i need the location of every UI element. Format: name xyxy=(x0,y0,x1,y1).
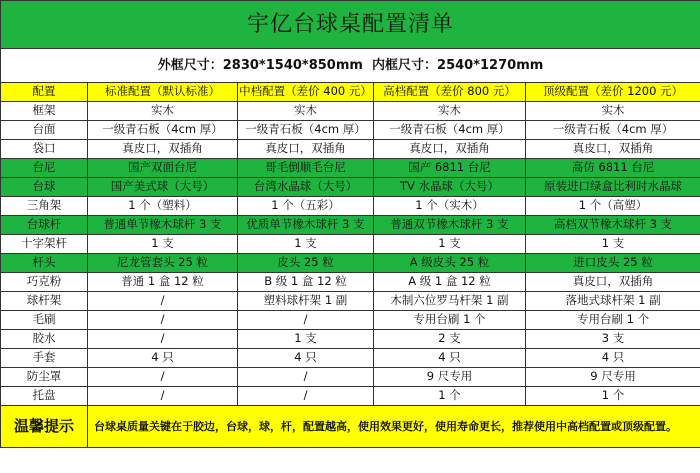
table-cell: / xyxy=(238,368,374,387)
table-cell: 1 个 xyxy=(374,387,526,406)
table-cell: 实木 xyxy=(526,102,700,121)
table-cell: 1 个（塑料） xyxy=(88,197,238,216)
header-cell: 标准配置（默认标准） xyxy=(88,83,238,102)
table-cell: 台湾水晶球（大号） xyxy=(238,178,374,197)
table-cell: 1 支 xyxy=(238,235,374,254)
table-cell: 真皮口，双插角 xyxy=(526,140,700,159)
table-row xyxy=(1,254,700,273)
header-cell: 中档配置（差价 400 元） xyxy=(238,83,374,102)
outer-size-label: 外框尺寸： xyxy=(157,58,223,73)
table-cell: B 级 1 盒 12 粒 xyxy=(238,273,374,292)
table-cell: 专用台刷 1 个 xyxy=(526,311,700,330)
table-cell: 一级青石板（4cm 厚） xyxy=(526,121,700,140)
table-cell: 9 尺专用 xyxy=(526,368,700,387)
table-cell: 国产双面台尼 xyxy=(88,159,238,178)
row-label: 台球杆 xyxy=(1,216,88,235)
row-label: 球杆架 xyxy=(1,292,88,311)
table-row xyxy=(1,178,700,197)
table-cell: A 级 1 盒 12 粒 xyxy=(374,273,526,292)
table-row xyxy=(1,368,700,387)
table-row xyxy=(1,159,700,178)
table-cell: 进口皮头 25 粒 xyxy=(526,254,700,273)
table-cell: A 级皮头 25 粒 xyxy=(374,254,526,273)
table-cell: 2 支 xyxy=(374,330,526,349)
table-cell: / xyxy=(88,387,238,406)
table-cell: 国产 6811 台尼 xyxy=(374,159,526,178)
table-cell: 实木 xyxy=(88,102,238,121)
table-cell: 4 只 xyxy=(238,349,374,368)
table-cell: 一级青石板（4cm 厚） xyxy=(374,121,526,140)
table-cell: 真皮口，双插角 xyxy=(88,140,238,159)
table-cell: 1 支 xyxy=(374,235,526,254)
row-label: 杆头 xyxy=(1,254,88,273)
table-cell: / xyxy=(238,311,374,330)
table-row xyxy=(1,292,700,311)
table-row xyxy=(1,311,700,330)
table-cell: 一级青石板（4cm 厚） xyxy=(238,121,374,140)
table-cell: / xyxy=(88,292,238,311)
outer-size-value: 2830*1540*850mm xyxy=(222,58,363,73)
table-cell: 国产美式球（大号） xyxy=(88,178,238,197)
table-cell: / xyxy=(88,330,238,349)
table-cell: 哥毛倒顺毛台尼 xyxy=(238,159,374,178)
table-cell: 尼龙管套头 25 粒 xyxy=(88,254,238,273)
table-cell: / xyxy=(238,387,374,406)
table-cell: 1 个 xyxy=(526,387,700,406)
table-cell: 皮头 25 粒 xyxy=(238,254,374,273)
inner-size-label: 内框尺寸： xyxy=(372,58,438,73)
table-row xyxy=(1,140,700,159)
table-row xyxy=(1,121,700,140)
table-cell: 一级青石板（4cm 厚） xyxy=(88,121,238,140)
table-cell: 专用台刷 1 个 xyxy=(374,311,526,330)
row-label: 巧克粉 xyxy=(1,273,88,292)
table-cell: 普通 1 盒 12 粒 xyxy=(88,273,238,292)
table-cell: 真皮口，双插角 xyxy=(238,140,374,159)
table-cell: 实木 xyxy=(374,102,526,121)
table-row xyxy=(1,330,700,349)
table-cell: / xyxy=(88,311,238,330)
table-row xyxy=(1,216,700,235)
row-label: 十字架杆 xyxy=(1,235,88,254)
header-row xyxy=(1,83,700,102)
table-cell: 普通双节橡木球杆 3 支 xyxy=(374,216,526,235)
row-label: 手套 xyxy=(1,349,88,368)
row-label: 胶水 xyxy=(1,330,88,349)
table-cell: 普通单节橡木球杆 3 支 xyxy=(88,216,238,235)
table-cell: 真皮口，双插角 xyxy=(374,140,526,159)
note-text: 台球桌质量关键在于胶边，台球，球，杆，配置越高，使用效果更好，使用寿命更长，推荐使用中高档配置或顶级配置。 xyxy=(88,406,700,448)
row-label: 托盘 xyxy=(1,387,88,406)
table-cell: 1 个（高塑） xyxy=(526,197,700,216)
table-cell: 实木 xyxy=(238,102,374,121)
row-label: 毛刷 xyxy=(1,311,88,330)
row-label: 台尼 xyxy=(1,159,88,178)
note-label: 温馨提示 xyxy=(1,406,88,448)
table-row xyxy=(1,273,700,292)
table-cell: 1 支 xyxy=(526,235,700,254)
table-cell: / xyxy=(88,368,238,387)
table-row xyxy=(1,235,700,254)
table-row xyxy=(1,387,700,406)
row-label: 台球 xyxy=(1,178,88,197)
table-cell: 4 只 xyxy=(88,349,238,368)
table-row xyxy=(1,197,700,216)
row-label: 三角架 xyxy=(1,197,88,216)
note-row xyxy=(1,406,700,448)
dimensions-line xyxy=(1,49,700,83)
table-cell: 4 只 xyxy=(526,349,700,368)
table-cell: TV 水晶球（大号） xyxy=(374,178,526,197)
table-cell: 木制六位罗马杆架 1 副 xyxy=(374,292,526,311)
table-row xyxy=(1,102,700,121)
header-cell: 配置 xyxy=(1,83,88,102)
table-cell: 高档双节橡木球杆 3 支 xyxy=(526,216,700,235)
table-cell: 真皮口，双插角 xyxy=(526,273,700,292)
table-cell: 优质单节橡木球杆 3 支 xyxy=(238,216,374,235)
table-cell: 1 支 xyxy=(238,330,374,349)
inner-size-value: 2540*1270mm xyxy=(437,58,544,73)
table-cell: 9 尺专用 xyxy=(374,368,526,387)
table-cell: 塑料球杆架 1 副 xyxy=(238,292,374,311)
row-label: 框架 xyxy=(1,102,88,121)
table-cell: 1 支 xyxy=(88,235,238,254)
table-cell: 1 个（五彩） xyxy=(238,197,374,216)
table-cell: 4 只 xyxy=(374,349,526,368)
page-title: 宇亿台球桌配置清单 xyxy=(1,1,700,49)
table-row xyxy=(1,349,700,368)
row-label: 袋口 xyxy=(1,140,88,159)
header-cell: 顶级配置（差价 1200 元） xyxy=(526,83,700,102)
table-cell: 落地式球杆架 1 副 xyxy=(526,292,700,311)
row-label: 台面 xyxy=(1,121,88,140)
row-label: 防尘罩 xyxy=(1,368,88,387)
table-cell: 1 个（实木） xyxy=(374,197,526,216)
table-cell: 3 支 xyxy=(526,330,700,349)
table-cell: 原装进口绿盒比利时水晶球 xyxy=(526,178,700,197)
header-cell: 高档配置（差价 800 元） xyxy=(374,83,526,102)
table-cell: 高仿 6811 台尼 xyxy=(526,159,700,178)
